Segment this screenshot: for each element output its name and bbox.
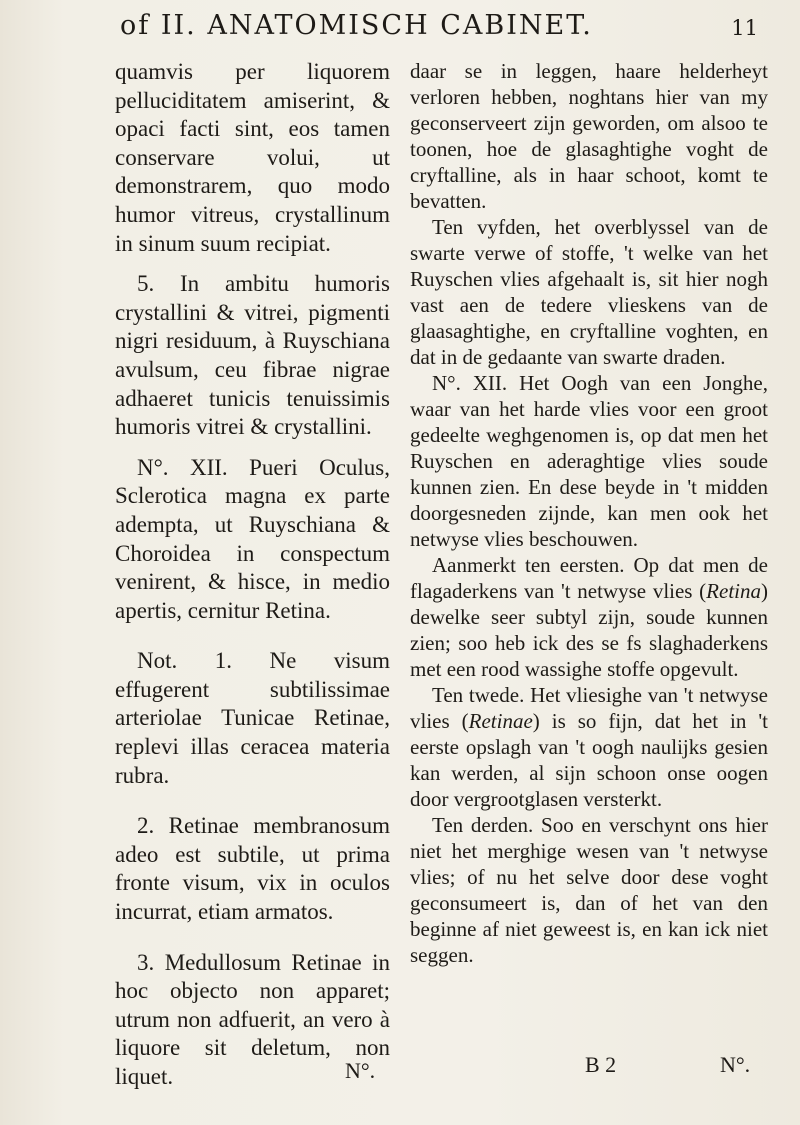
page-number: 11 bbox=[731, 16, 758, 40]
dutch-column bbox=[410, 58, 768, 968]
catchword: N°. bbox=[345, 1058, 376, 1083]
dutch-text: Aanmerkt ten eersten. Op dat men de flagaderkens van 't netwyse vlies ( bbox=[410, 553, 768, 603]
latin-paragraph: 5. In ambitu humoris crystallini & vitrei, pigmenti nigri residuum, à Ruyschiana avulsum, ceu fibrae nigrae adhaeret tunicis tenuissimis humoris vitrei & crystallini. bbox=[115, 271, 390, 440]
dutch-paragraph: N°. XII. Het Oogh van een Jonghe, waar van het harde vlies voor een groot gedeelte weghgenomen is, op dat men het Ruyschen en aderaghtige vlies soude kunnen zien. En dese beyde in 't midden doorgesneden zijnde, kan men ook het netwyse vlies beschouwen. bbox=[410, 371, 768, 551]
latin-paragraph: 3. Medullosum Retinae in hoc objecto non apparet; utrum non adfuerit, an vero à liquore sit deletum, non liquet. bbox=[115, 949, 390, 1089]
signature-mark: B 2 bbox=[585, 1052, 617, 1077]
latin-paragraph: quamvis per liquorem pelluciditatem amiserint, & opaci facti sint, eos tamen conservare volui, ut demonstrarem, quo modo humor vitreus, crystallinum in sinum suum recipiat. bbox=[115, 59, 390, 256]
dutch-paragraph: Ten derden. Soo en verschynt ons hier niet het merghige wesen van 't netwyse vlies; of nu het selve door dese voght geconsumeert is, dan of het van den beginne af niet geweest is, en kan ick niet seggen. bbox=[410, 813, 768, 967]
dutch-italic-term: Retinae bbox=[468, 709, 533, 733]
dutch-paragraph: daar se in leggen, haare helderheyt verloren hebben, noghtans hier van my geconserveert zijn geworden, om alsoo te toonen, hoe de glasaghtighe voght de cryftalline, als in haar schoot, komt te bevatten. bbox=[410, 59, 768, 213]
dutch-paragraph bbox=[410, 552, 768, 682]
catchword: N°. bbox=[720, 1052, 751, 1077]
latin-paragraph: Not. 1. Ne visum effugerent subtilissimae arteriolae Tunicae Retinae, replevi illas ceracea materia rubra. bbox=[115, 648, 390, 788]
running-title: of II. ANATOMISCH CABINET. bbox=[120, 10, 593, 41]
dutch-italic-term: Retina bbox=[706, 579, 761, 603]
dutch-text: ) dewelke seer subtyl zijn, soude kunnen zien; soo heb ick des se fs slaghaderkens met een rood wassighe stoffe opgevult. bbox=[410, 579, 768, 681]
dutch-text: ) is so fijn, dat het in 't eerste opslagh van 't oogh naulijks gesien kan werden, al sijn schoon onse oogen door vergrootglasen versterkt. bbox=[410, 709, 768, 811]
dutch-paragraph: Ten vyfden, het overblyssel van de swarte verwe of stoffe, 't welke van het Ruyschen vlies afgehaalt is, sit hier nogh vast aen de tedere vlieskens van de glaasaghtighe, en cryftalline voghten, en dat in de gedaante van swarte draden. bbox=[410, 215, 768, 369]
dutch-paragraph bbox=[410, 682, 768, 812]
latin-paragraph: 2. Retinae membranosum adeo est subtile, ut prima fronte visum, vix in oculos incurrat, etiam armatos. bbox=[115, 813, 390, 925]
latin-paragraph: N°. XII. Pueri Oculus, Sclerotica magna ex parte adempta, ut Ruyschiana & Choroidea in conspectum venirent, & hisce, in medio apertis, cernitur Retina. bbox=[115, 454, 390, 623]
page-header bbox=[0, 6, 800, 50]
latin-column bbox=[115, 58, 390, 1092]
dutch-text: Ten twede. Het vliesighe van 't netwyse vlies ( bbox=[410, 683, 768, 733]
